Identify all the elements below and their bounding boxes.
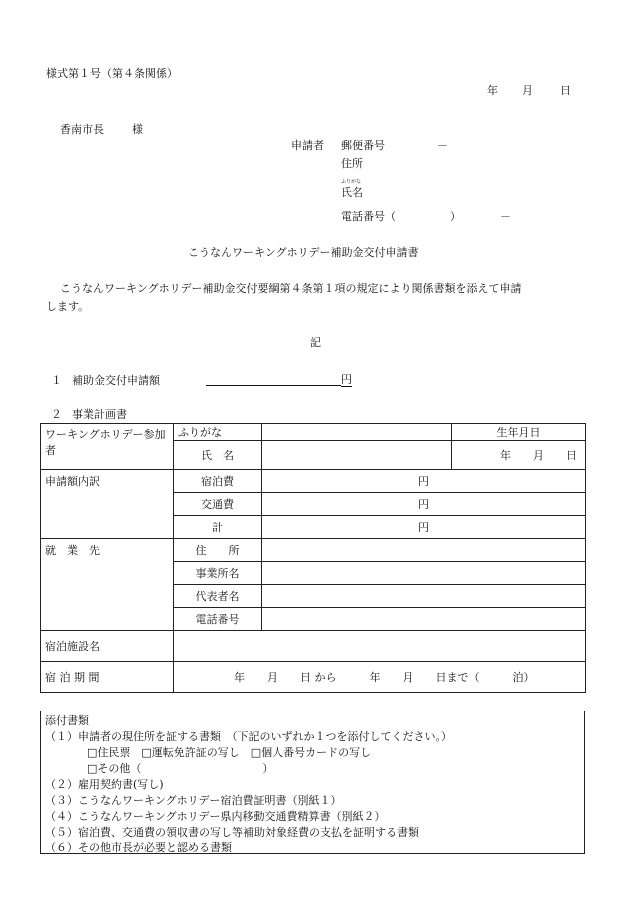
intro-line-2: します。 xyxy=(46,300,90,313)
applicant-label: 申請者 xyxy=(291,139,324,152)
attachments-header: 添付書類 xyxy=(45,714,89,727)
birth-value[interactable] xyxy=(452,441,586,470)
phone-label: 電話番号（ xyxy=(341,210,396,223)
facility-value[interactable] xyxy=(174,631,586,662)
intro-line-1: こうなんワーキングホリデー補助金交付要綱第４条第１項の規定により関係書類を添えて申請 xyxy=(60,282,522,295)
attachment-item: （１）申請者の現住所を証する書類 （下記のいずれか１つを添付してください。） xyxy=(45,730,452,743)
ki-mark: 記 xyxy=(310,336,321,349)
amount-field[interactable] xyxy=(206,374,352,386)
date-day: 日 xyxy=(560,84,571,97)
date-month: 月 xyxy=(522,84,533,97)
document-title: こうなんワーキングホリデー補助金交付申請書 xyxy=(188,246,419,259)
breakdown-label: 申請額内訳 xyxy=(41,470,174,539)
addressee-honorific: 様 xyxy=(132,123,143,136)
birth-month: 月 xyxy=(533,449,544,462)
birth-year: 年 xyxy=(500,449,511,462)
employer-address-value[interactable] xyxy=(262,539,586,562)
attachment-item: （２）雇用契約書(写し) xyxy=(45,778,164,791)
representative-label: 代表者名 xyxy=(174,585,262,608)
participant-name-value[interactable] xyxy=(262,441,452,470)
period-label: 宿 泊 期 間 xyxy=(41,662,174,693)
section2-label: 事業計画書 xyxy=(72,408,127,421)
section2-number: ２ xyxy=(51,408,62,421)
attachment-other-row[interactable]: □その他（ ） xyxy=(87,762,274,775)
total-value[interactable] xyxy=(262,516,586,539)
lodging-label: 宿泊費 xyxy=(174,470,262,493)
attachment-item: （５）宿泊費、交通費の領収書の写し等補助対象経費の支払を証明する書類 xyxy=(45,826,419,839)
address-label: 住所 xyxy=(341,157,363,170)
postal-label: 郵便番号 xyxy=(341,139,385,152)
birth-label: 生年月日 xyxy=(452,424,586,441)
furigana-label: ふりがな xyxy=(174,424,262,441)
facility-label: 宿泊施設名 xyxy=(41,631,174,662)
name-ruby: ふりがな xyxy=(341,179,362,185)
yen-unit: 円 xyxy=(418,498,429,511)
representative-value[interactable] xyxy=(262,585,586,608)
phone-dash: － xyxy=(500,210,511,223)
participant-label: ワーキングホリデー参加者 xyxy=(41,424,174,470)
attachment-item: （３）こうなんワーキングホリデー宿泊費証明書（別紙１） xyxy=(45,794,342,807)
transport-value[interactable] xyxy=(262,493,586,516)
form-number: 様式第１号（第４条関係） xyxy=(46,67,178,80)
total-label: 計 xyxy=(174,516,262,539)
section1-number: １ xyxy=(51,374,62,387)
attachments-box xyxy=(40,711,585,854)
participant-name-label: 氏 名 xyxy=(174,441,262,470)
date-year: 年 xyxy=(487,84,498,97)
plan-table xyxy=(40,423,586,693)
attachment-checkbox-row[interactable]: □住民票 □運転免許証の写し □個人番号カードの写し xyxy=(87,746,372,759)
birth-day: 日 xyxy=(566,449,577,462)
transport-label: 交通費 xyxy=(174,493,262,516)
office-name-label: 事業所名 xyxy=(174,562,262,585)
postal-dash: － xyxy=(437,139,448,152)
employer-label: 就 業 先 xyxy=(41,539,174,631)
period-value[interactable]: 年 月 日 から 年 月 日まで（ 泊） xyxy=(174,662,586,693)
addressee-name: 香南市長 xyxy=(60,123,104,136)
office-name-value[interactable] xyxy=(262,562,586,585)
employer-phone-label: 電話番号 xyxy=(174,608,262,631)
section1-unit: 円 xyxy=(341,373,352,386)
lodging-value[interactable] xyxy=(262,470,586,493)
furigana-value[interactable] xyxy=(262,424,452,441)
section1-label: 補助金交付申請額 xyxy=(72,374,160,387)
name-label: 氏名 xyxy=(341,186,363,199)
yen-unit: 円 xyxy=(418,521,429,534)
employer-phone-value[interactable] xyxy=(262,608,586,631)
attachment-item: （４）こうなんワーキングホリデー県内移動交通費精算書（別紙２） xyxy=(45,810,386,823)
phone-close: ） xyxy=(450,210,461,223)
employer-address-label: 住 所 xyxy=(174,539,262,562)
yen-unit: 円 xyxy=(418,475,429,488)
attachment-item: （６）その他市長が必要と認める書類 xyxy=(45,841,232,854)
